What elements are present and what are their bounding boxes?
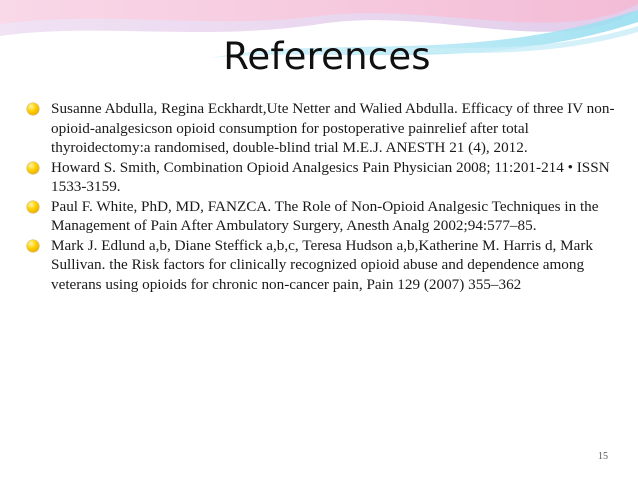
bullet-icon xyxy=(27,103,39,115)
references-list xyxy=(26,99,626,294)
bullet-icon xyxy=(27,240,39,252)
reference-text: Howard S. Smith, Combination Opioid Analgesics Pain Physician 2008; 11:201-214 • ISSN 1533-3159. xyxy=(51,158,610,195)
reference-text: Paul F. White, PhD, MD, FANZCA. The Role of Non-Opioid Analgesic Techniques in the Management of Pain After Ambulatory Surgery, Anesth Analg 2002;94:577–85. xyxy=(51,197,599,234)
reference-item xyxy=(26,197,626,236)
reference-text: Mark J. Edlund a,b, Diane Steffick a,b,c, Teresa Hudson a,b,Katherine M. Harris d, Mark Sullivan. the Risk factors for clinically recognized opioid abuse and dependence among veterans using opioids for chronic non-cancer pain, Pain 129 (2007) 355–362 xyxy=(51,236,594,293)
reference-text: Susanne Abdulla, Regina Eckhardt,Ute Netter and Walied Abdulla. Efficacy of three IV non-opioid-analgesicson opioid consumption for postoperative painrelief after total thyroidectomy:a randomised, double-blind trial M.E.J. ANESTH 21 (4), 2012. xyxy=(51,100,615,156)
reference-item xyxy=(26,99,626,158)
bullet-icon xyxy=(27,162,39,174)
reference-item xyxy=(26,158,626,197)
page-number: 15 xyxy=(598,451,608,462)
slide-title: References xyxy=(223,35,431,78)
reference-item xyxy=(26,236,626,295)
bullet-icon xyxy=(27,201,39,213)
